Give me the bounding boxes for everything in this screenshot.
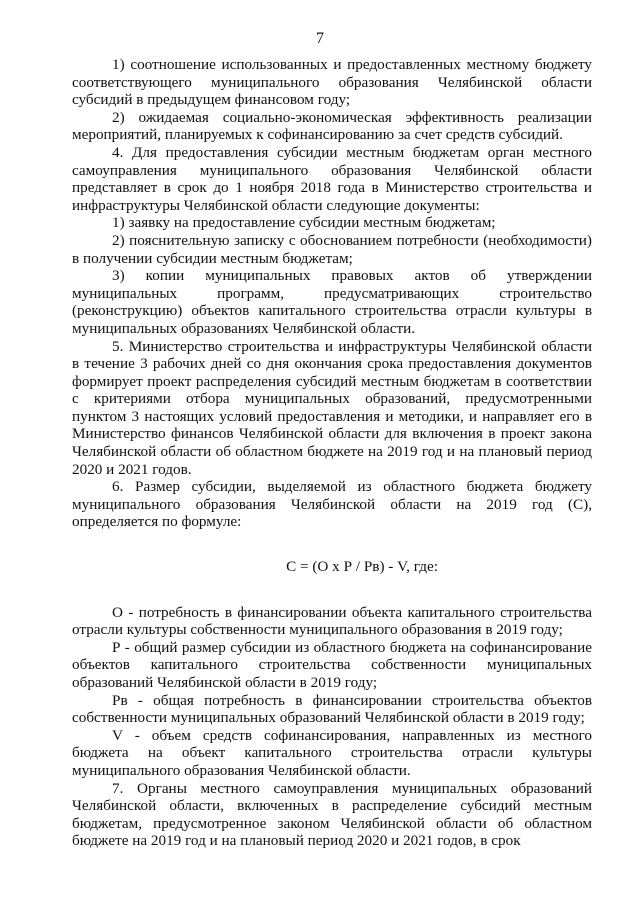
document-body [72, 56, 592, 850]
paragraph-criterion-2: 2) ожидаемая социально-экономическая эффективность реализации мероприятий, планируемых к софинансированию за счет средств субсидий. [72, 108, 592, 144]
paragraph-criterion-1: 1) соотношение использованных и предоставленных местному бюджету соответствующего муниципального образования Челябинской области субсидий в предыдущем финансовом году; [72, 56, 592, 109]
definition-o: О - потребность в финансировании объекта капитального строительства отрасли культуры собственности муниципального образования в 2019 году; [72, 603, 592, 639]
definition-p: Р - общий размер субсидии из областного бюджета на софинансирование объектов капитального строительства собственности муниципальных образований Челябинской области в 2019 году; [72, 638, 592, 691]
definition-pv: Рв - общая потребность в финансировании строительства объектов собственности муниципальных образований Челябинской области в 2019 году; [72, 691, 592, 727]
paragraph-document-1: 1) заявку на предоставление субсидии местным бюджетам; [112, 214, 496, 232]
definition-v: V - объем средств софинансирования, направленных из местного бюджета на объект капитального строительства отрасли культуры муниципального образования Челябинской области. [72, 726, 592, 779]
subsidy-formula: С = (О х Р / Рв) - V, где: [286, 558, 438, 576]
paragraph-item-6: 6. Размер субсидии, выделяемой из областного бюджета бюджету муниципального образования Челябинской области на 2019 год (С), определяется по формуле: [72, 478, 592, 531]
paragraph-document-3: 3) копии муниципальных правовых актов об утверждении муниципальных программ, предусматривающих строительство (реконструкцию) объектов капитального строительства отрасли культуры в муниципальных образованиях Челябинской области. [72, 267, 592, 337]
paragraph-item-4: 4. Для предоставления субсидии местным бюджетам орган местного самоуправления муниципального образования Челябинской области представляет в срок до 1 ноября 2018 года в Министерство строительства и инфраструктуры Челябинской области следующие документы: [72, 143, 592, 214]
paragraph-item-5: 5. Министерство строительства и инфраструктуры Челябинской области в течение 3 рабочих дней со дня окончания срока предоставления документов формирует проект распределения субсидий местным бюджетам в соответствии с критериями отбора муниципальных образований, предусмотренными пунктом 3 настоящих условий предоставления и методики, и направляет его в Министерство финансов Челябинской области для включения в проект закона Челябинской области об областном бюджете на 2019 год и на плановый период 2020 и 2021 годов. [72, 337, 592, 478]
paragraph-item-7: 7. Органы местного самоуправления муниципальных образований Челябинской области, включенных в распределение субсидий местным бюджетам, предусмотренное законом Челябинской области об областном бюджете на 2019 год и на плановый период 2020 и 2021 годов, в срок [72, 779, 592, 850]
paragraph-document-2: 2) пояснительную записку с обоснованием потребности (необходимости) в получении субсидии местным бюджетам; [72, 231, 592, 267]
page-number: 7 [316, 30, 324, 47]
